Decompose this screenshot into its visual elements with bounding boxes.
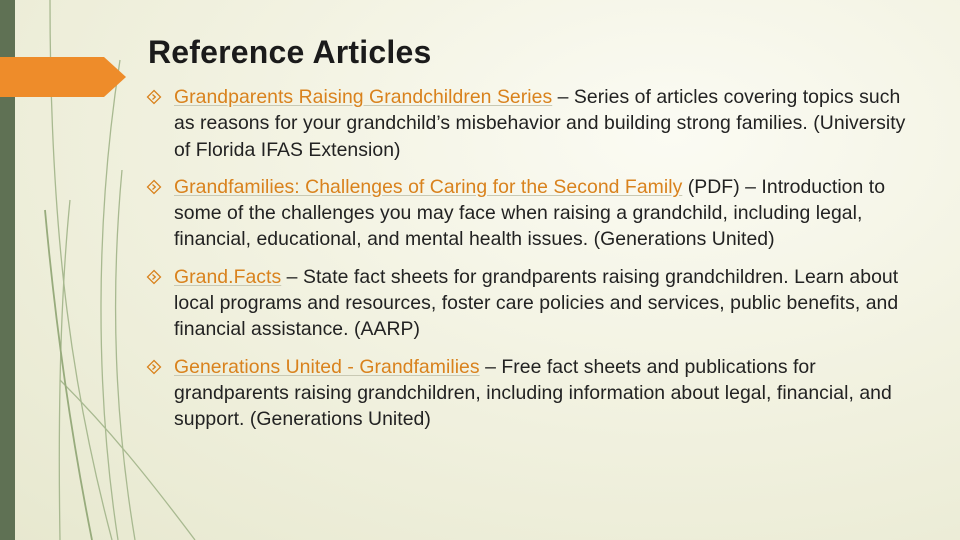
list-item: [146, 354, 916, 433]
list-item: [146, 84, 916, 163]
title-accent-tab: [0, 57, 126, 97]
slide-title: Reference Articles: [148, 34, 432, 70]
diamond-arrow-bullet-icon: [146, 359, 162, 375]
list-item: [146, 174, 916, 253]
article-description: – Free fact sheets and publications for grandparents raising grandchildren, including information about legal, financial, and support. (Generations United): [174, 355, 892, 431]
article-link[interactable]: Grand.Facts: [174, 265, 282, 288]
article-description: – Series of articles covering topics such as reasons for your grandchild’s misbehavior and building strong families. (University of Florida IFAS Extension): [174, 86, 906, 161]
diamond-arrow-bullet-icon: [146, 89, 162, 105]
article-link[interactable]: Grandparents Raising Grandchildren Series: [174, 86, 553, 108]
article-link[interactable]: Generations United - Grandfamilies: [174, 355, 480, 378]
diamond-arrow-bullet-icon: [146, 179, 162, 195]
reference-list: [146, 84, 916, 433]
article-description: – State fact sheets for grandparents raising grandchildren. Learn about local programs and resources, foster care policies and services, public benefits, and financial assistance. (AARP): [174, 265, 899, 341]
diamond-arrow-bullet-icon: [146, 269, 162, 285]
article-link[interactable]: Grandfamilies: Challenges of Caring for the Second Family: [174, 175, 683, 198]
article-description: (PDF) – Introduction to some of the challenges you may face when raising a grandchild, including legal, financial, educational, and mental health issues. (Generations United): [174, 175, 886, 251]
list-item: [146, 264, 916, 343]
